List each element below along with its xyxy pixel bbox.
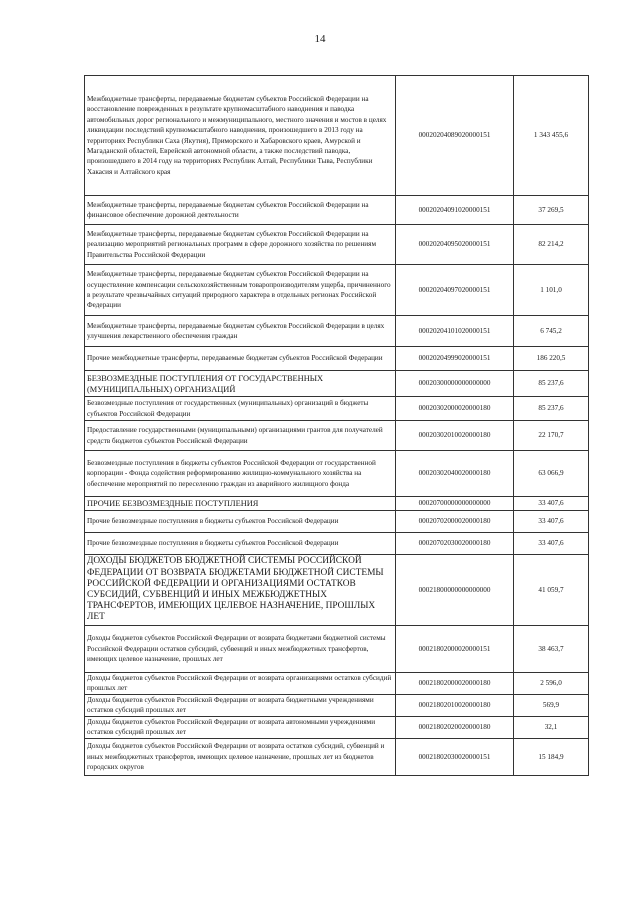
revenue-table bbox=[84, 75, 589, 776]
revenue-name-cell: Межбюджетные трансферты, передаваемые бюджетам субъектов Российской Федерации на реализацию мероприятий региональных программ в сфере дорожного хозяйства по решениям Правительства Российской Федерации bbox=[85, 225, 396, 265]
revenue-name-cell: Доходы бюджетов субъектов Российской Федерации от возврата организациями остатков субсидий прошлых лет bbox=[85, 673, 396, 695]
amount-cell: 22 170,7 bbox=[514, 421, 589, 451]
amount-cell: 6 745,2 bbox=[514, 316, 589, 347]
table-row bbox=[85, 397, 589, 421]
amount-cell: 32,1 bbox=[514, 716, 589, 738]
page-number: 14 bbox=[314, 33, 326, 45]
revenue-name-cell: Межбюджетные трансферты, передаваемые бюджетам субъектов Российской Федерации на финансовое обеспечение дорожной деятельности bbox=[85, 196, 396, 225]
amount-cell: 2 596,0 bbox=[514, 673, 589, 695]
budget-code-cell: 00020702000020000180 bbox=[396, 511, 514, 533]
amount-cell: 63 066,9 bbox=[514, 451, 589, 497]
revenue-name-cell: Прочие межбюджетные трансферты, передаваемые бюджетам субъектов Российской Федерации bbox=[85, 347, 396, 371]
amount-cell: 569,9 bbox=[514, 694, 589, 716]
revenue-name-cell: БЕЗВОЗМЕЗДНЫЕ ПОСТУПЛЕНИЯ ОТ ГОСУДАРСТВЕННЫХ (МУНИЦИПАЛЬНЫХ) ОРГАНИЗАЦИЙ bbox=[85, 371, 396, 397]
table-row bbox=[85, 225, 589, 265]
budget-code-cell: 00021800000000000000 bbox=[396, 555, 514, 626]
amount-cell: 41 059,7 bbox=[514, 555, 589, 626]
table-row bbox=[85, 316, 589, 347]
revenue-name-cell: Доходы бюджетов субъектов Российской Федерации от возврата автономными учреждениями остатков субсидий прошлых лет bbox=[85, 716, 396, 738]
amount-cell: 85 237,6 bbox=[514, 397, 589, 421]
amount-cell: 1 101,0 bbox=[514, 265, 589, 316]
amount-cell: 1 343 455,6 bbox=[514, 76, 589, 196]
budget-code-cell: 00020204091020000151 bbox=[396, 196, 514, 225]
revenue-name-cell: Безвозмездные поступления в бюджеты субъектов Российской Федерации от государственной корпорации - Фонда содействия реформированию жилищно-коммунального хозяйства на обеспечение мероприятий по переселению граждан из аварийного жилищного фонда bbox=[85, 451, 396, 497]
revenue-name-cell: Межбюджетные трансферты, передаваемые бюджетам субъектов Российской Федерации на восстановление поврежденных в результате крупномасштабного наводнения и паводка автомобильных дорог регионального и межмуниципального, местного значения и мостов в целях ликвидации последствий крупномасштабного наводнения, произошедшего в 2013 году на территориях Республики Саха (Якутия), Приморского и Хабаровского краев, Амурской и Магаданской областей, Еврейской автономной области, а также последствий паводка, произошедшего в 2014 году на территориях Республик Алтай, Республики Тыва, Республики Хакасия и Алтайского края bbox=[85, 76, 396, 196]
budget-code-cell: 00020204097020000151 bbox=[396, 265, 514, 316]
amount-cell: 38 463,7 bbox=[514, 626, 589, 673]
amount-cell: 37 269,5 bbox=[514, 196, 589, 225]
table-row bbox=[85, 533, 589, 555]
revenue-table-body bbox=[85, 76, 589, 776]
revenue-name-cell: Безвозмездные поступления от государственных (муниципальных) организаций в бюджеты субъектов Российской Федерации bbox=[85, 397, 396, 421]
revenue-name-cell: ДОХОДЫ БЮДЖЕТОВ БЮДЖЕТНОЙ СИСТЕМЫ РОССИЙСКОЙ ФЕДЕРАЦИИ ОТ ВОЗВРАТА БЮДЖЕТАМИ БЮДЖЕТНОЙ СИСТЕМЫ РОССИЙСКОЙ ФЕДЕРАЦИИ И ОРГАНИЗАЦИЯМИ ОСТАТКОВ СУБСИДИЙ, СУБВЕНЦИЙ И ИНЫХ МЕЖБЮДЖЕТНЫХ ТРАНСФЕРТОВ, ИМЕЮЩИХ ЦЕЛЕВОЕ НАЗНАЧЕНИЕ, ПРОШЛЫХ ЛЕТ bbox=[85, 555, 396, 626]
table-row bbox=[85, 497, 589, 511]
table-row bbox=[85, 421, 589, 451]
amount-cell: 85 237,6 bbox=[514, 371, 589, 397]
revenue-name-cell: Доходы бюджетов субъектов Российской Федерации от возврата остатков субсидий, субвенций и иных межбюджетных трансфертов, имеющих целевое назначение, прошлых лет из бюджетов городских округов bbox=[85, 738, 396, 775]
table-row bbox=[85, 626, 589, 673]
amount-cell: 15 184,9 bbox=[514, 738, 589, 775]
budget-code-cell: 00020204095020000151 bbox=[396, 225, 514, 265]
budget-code-cell: 00020702030020000180 bbox=[396, 533, 514, 555]
budget-code-cell: 00020302040020000180 bbox=[396, 451, 514, 497]
amount-cell: 82 214,2 bbox=[514, 225, 589, 265]
table-row bbox=[85, 347, 589, 371]
budget-code-cell: 00020700000000000000 bbox=[396, 497, 514, 511]
table-row bbox=[85, 694, 589, 716]
revenue-name-cell: ПРОЧИЕ БЕЗВОЗМЕЗДНЫЕ ПОСТУПЛЕНИЯ bbox=[85, 497, 396, 511]
budget-code-cell: 00020204089020000151 bbox=[396, 76, 514, 196]
revenue-name-cell: Межбюджетные трансферты, передаваемые бюджетам субъектов Российской Федерации на осуществление компенсации сельскохозяйственным товаропроизводителям ущерба, причиненного в результате чрезвычайных ситуаций природного характера в отдельных регионах Российской Федерации bbox=[85, 265, 396, 316]
budget-code-cell: 00021802000020000151 bbox=[396, 626, 514, 673]
budget-code-cell: 00020300000000000000 bbox=[396, 371, 514, 397]
budget-code-cell: 00021802030020000151 bbox=[396, 738, 514, 775]
table-row bbox=[85, 451, 589, 497]
budget-code-cell: 00020204999020000151 bbox=[396, 347, 514, 371]
budget-code-cell: 00020302000020000180 bbox=[396, 397, 514, 421]
table-row bbox=[85, 511, 589, 533]
revenue-name-cell: Прочие безвозмездные поступления в бюджеты субъектов Российской Федерации bbox=[85, 533, 396, 555]
budget-code-cell: 00020204101020000151 bbox=[396, 316, 514, 347]
table-row bbox=[85, 673, 589, 695]
table-row bbox=[85, 265, 589, 316]
revenue-name-cell: Межбюджетные трансферты, передаваемые бюджетам субъектов Российской Федерации в целях улучшения лекарственного обеспечения граждан bbox=[85, 316, 396, 347]
budget-code-cell: 00021802000020000180 bbox=[396, 673, 514, 695]
table-row bbox=[85, 555, 589, 626]
table-row bbox=[85, 738, 589, 775]
revenue-name-cell: Прочие безвозмездные поступления в бюджеты субъектов Российской Федерации bbox=[85, 511, 396, 533]
budget-code-cell: 00021802020020000180 bbox=[396, 716, 514, 738]
revenue-name-cell: Предоставление государственными (муниципальными) организациями грантов для получателей средств бюджетов субъектов Российской Федерации bbox=[85, 421, 396, 451]
amount-cell: 33 407,6 bbox=[514, 511, 589, 533]
table-row bbox=[85, 76, 589, 196]
table-row bbox=[85, 716, 589, 738]
revenue-name-cell: Доходы бюджетов субъектов Российской Федерации от возврата бюджетами бюджетной системы Российской Федерации остатков субсидий, субвенций и иных межбюджетных трансфертов, имеющих целевое назначение, прошлых лет bbox=[85, 626, 396, 673]
budget-code-cell: 00021802010020000180 bbox=[396, 694, 514, 716]
table-row bbox=[85, 196, 589, 225]
amount-cell: 186 220,5 bbox=[514, 347, 589, 371]
table-row bbox=[85, 371, 589, 397]
revenue-name-cell: Доходы бюджетов субъектов Российской Федерации от возврата бюджетными учреждениями остатков субсидий прошлых лет bbox=[85, 694, 396, 716]
amount-cell: 33 407,6 bbox=[514, 497, 589, 511]
budget-code-cell: 00020302010020000180 bbox=[396, 421, 514, 451]
amount-cell: 33 407,6 bbox=[514, 533, 589, 555]
